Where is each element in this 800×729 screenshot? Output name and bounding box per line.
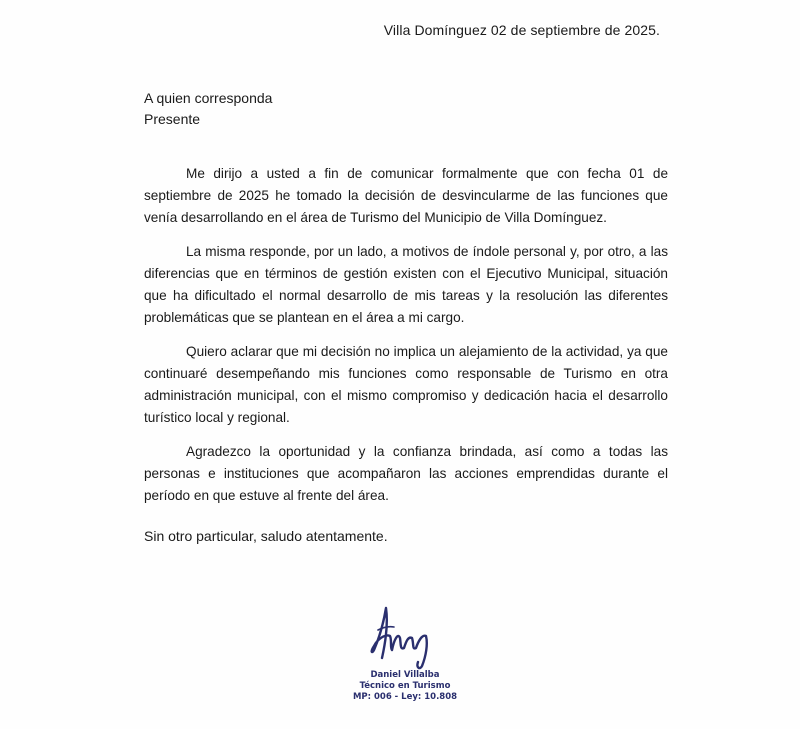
- salutation: [144, 88, 272, 130]
- stamp-name: Daniel Villalba: [370, 670, 440, 680]
- handwritten-signature: [364, 600, 444, 672]
- date-line: Villa Domínguez 02 de septiembre de 2025.: [383, 22, 660, 38]
- stamp-registration: MP: 006 - Ley: 10.808: [352, 692, 458, 702]
- paragraph-3: Quiero aclarar que mi decisión no implica un alejamiento de la actividad, ya que continuaré desempeñando mis funciones como responsable de Turismo en otra administración municipal, con el mismo compromiso y dedicación hacia el desarrollo turístico local y regional.: [144, 344, 668, 425]
- letter-body: [144, 163, 668, 519]
- stamp-title: Técnico en Turismo: [359, 681, 451, 691]
- presente-line: Presente: [144, 111, 201, 127]
- addressee: A quien corresponda: [144, 90, 273, 106]
- signature-stamp: [340, 670, 470, 703]
- paragraph-1: Me dirijo a usted a fin de comunicar formalmente que con fecha 01 de septiembre de 2025 he tomado la decisión de desvincularme de las funciones que venía desarrollando en el área de Turismo del Municipio de Villa Domínguez.: [144, 166, 668, 225]
- paragraph-2: La misma responde, por un lado, a motivos de índole personal y, por otro, a las diferencias que en términos de gestión existen con el Ejecutivo Municipal, situación que ha dificultado el normal desarrollo de mis tareas y la resolución las diferentes problemáticas que se plantean en el área a mi cargo.: [144, 244, 668, 325]
- signature-block: [340, 600, 470, 720]
- closing-line: Sin otro particular, saludo atentamente.: [144, 528, 388, 544]
- paragraph-4: Agradezco la oportunidad y la confianza brindada, así como a todas las personas e instituciones que acompañaron las acciones emprendidas durante el período en que estuve al frente del área.: [144, 444, 668, 503]
